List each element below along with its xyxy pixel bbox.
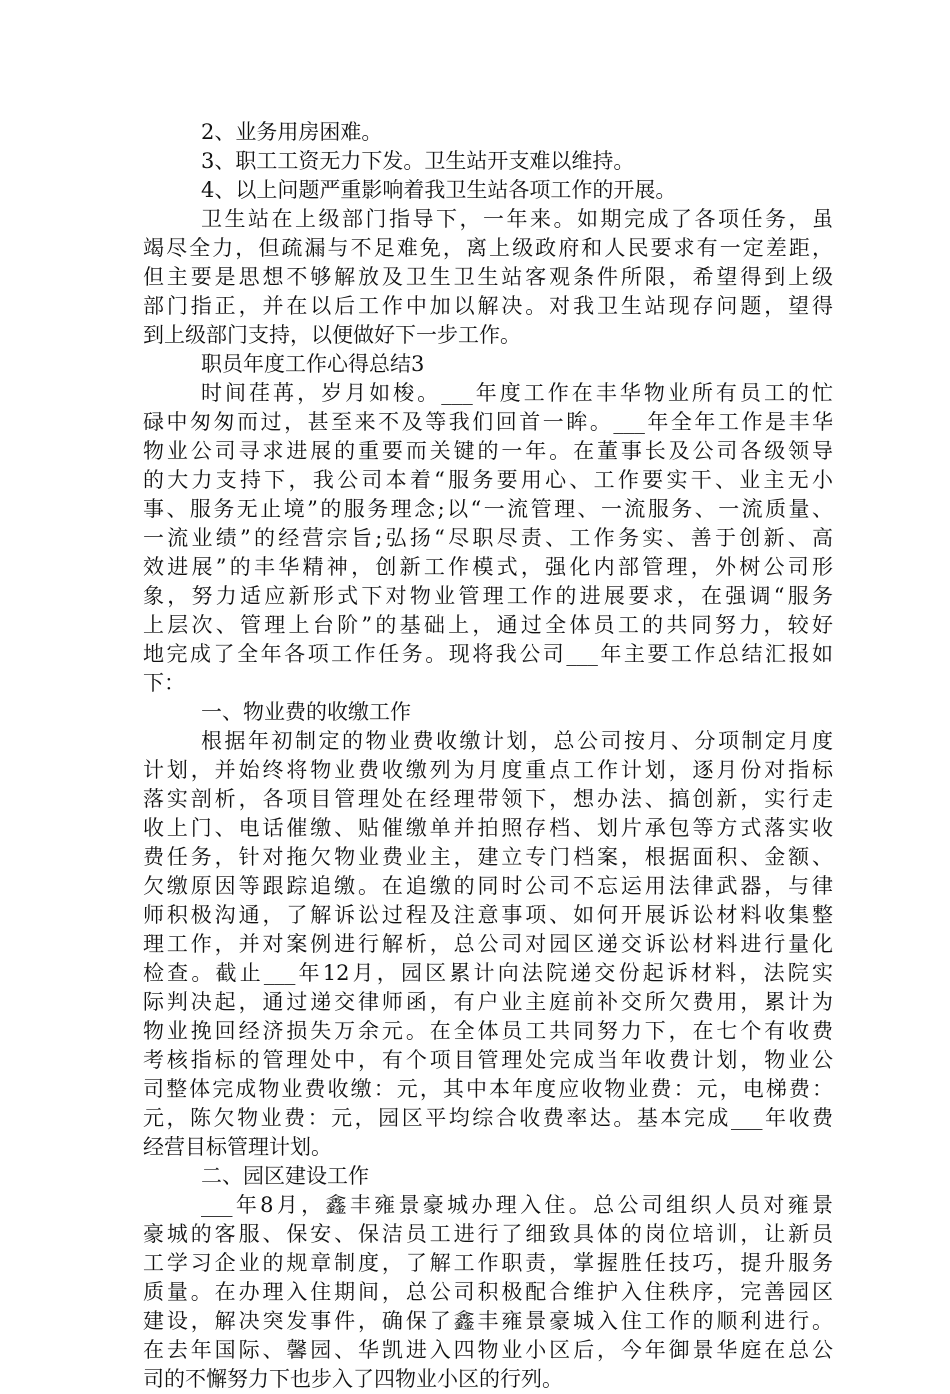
text-line: 工学习企业的规章制度，了解工作职责，掌握胜任技巧，提升服务: [143, 1251, 833, 1275]
text-line: 效进展”的丰华精神，创新工作模式，强化内部管理，外树公司形: [143, 555, 833, 579]
text-line: 根据年初制定的物业费收缴计划，总公司按月、分项制定月度: [201, 729, 833, 753]
text-line: 4、以上问题严重影响着我卫生站各项工作的开展。: [201, 178, 677, 202]
text-line: 收上门、电话催缴、贴催缴单并拍照存档、划片承包等方式落实收: [143, 816, 833, 840]
text-line: 碌中匆匆而过，甚至来不及等我们回首一眸。___年全年工作是丰华: [143, 410, 833, 434]
text-line: 际判决起，通过递交律师函，有户业主庭前补交所欠费用，累计为: [143, 990, 833, 1014]
text-line: 地完成了全年各项工作任务。现将我公司___年主要工作总结汇报如: [143, 642, 833, 666]
text-line: 事、服务无止境”的服务理念;以“一流管理、一流服务、一流质量、: [143, 497, 833, 521]
text-line: 司整体完成物业费收缴：元，其中本年度应收物业费：元，电梯费：: [143, 1077, 833, 1101]
text-line: 理工作，并对案例进行解析，总公司对园区递交诉讼材料进行量化: [143, 932, 833, 956]
text-line: 欠缴原因等跟踪追缴。在追缴的同时公司不忘运用法律武器，与律: [143, 874, 833, 898]
text-line: 下：: [143, 671, 185, 695]
text-line: 但主要是思想不够解放及卫生卫生站客观条件所限，希望得到上级: [143, 265, 833, 289]
text-line: 竭尽全力，但疏漏与不足难免，离上级政府和人民要求有一定差距，: [143, 236, 833, 260]
text-line: 上层次、管理上台阶”的基础上，通过全体员工的共同努力，较好: [143, 613, 833, 637]
text-line: 二、园区建设工作: [201, 1164, 369, 1188]
text-line: ___年8月，鑫丰雍景豪城办理入住。总公司组织人员对雍景: [201, 1193, 833, 1217]
text-line: 物业挽回经济损失万余元。在全体员工共同努力下，在七个有收费: [143, 1019, 833, 1043]
text-line: 落实剖析，各项目管理处在经理带领下，想办法、搞创新，实行走: [143, 787, 833, 811]
text-line: 象，努力适应新形式下对物业管理工作的进展要求，在强调“服务: [143, 584, 833, 608]
text-line: 师积极沟通，了解诉讼过程及注意事项、如何开展诉讼材料收集整: [143, 903, 833, 927]
text-line: 职员年度工作心得总结3: [201, 352, 425, 376]
text-line: 经营目标管理计划。: [143, 1135, 332, 1159]
text-line: 一、物业费的收缴工作: [201, 700, 411, 724]
document-page: [143, 118, 833, 1394]
text-line: 考核指标的管理处中，有个项目管理处完成当年收费计划，物业公: [143, 1048, 833, 1072]
text-line: 检查。截止___年12月，园区累计向法院递交份起诉材料，法院实: [143, 961, 833, 985]
text-line: 质量。在办理入住期间，总公司积极配合维护入住秩序，完善园区: [143, 1280, 833, 1304]
text-line: 时间荏苒，岁月如梭。___年度工作在丰华物业所有员工的忙: [201, 381, 833, 405]
text-line: 费任务，针对拖欠物业费业主，建立专门档案，根据面积、金额、: [143, 845, 833, 869]
text-line: 的大力支持下，我公司本着“服务要用心、工作要实干、业主无小: [143, 468, 833, 492]
text-line: 3、职工工资无力下发。卫生站开支难以维持。: [201, 149, 635, 173]
text-line: 一流业绩”的经营宗旨;弘扬“尽职尽责、工作务实、善于创新、高: [143, 526, 833, 550]
text-line: 在去年国际、馨园、华凯进入四物业小区后，今年御景华庭在总公: [143, 1338, 833, 1362]
text-line: 物业公司寻求进展的重要而关键的一年。在董事长及公司各级领导: [143, 439, 833, 463]
text-line: 豪城的客服、保安、保洁员工进行了细致具体的岗位培训，让新员: [143, 1222, 833, 1246]
text-line: 计划，并始终将物业费收缴列为月度重点工作计划，逐月份对指标: [143, 758, 833, 782]
text-line: 司的不懈努力下也步入了四物业小区的行列。: [143, 1367, 563, 1391]
text-line: 部门指正，并在以后工作中加以解决。对我卫生站现存问题，望得: [143, 294, 833, 318]
text-line: 到上级部门支持，以便做好下一步工作。: [143, 323, 521, 347]
text-line: 卫生站在上级部门指导下，一年来。如期完成了各项任务，虽: [201, 207, 833, 231]
text-line: 建设，解决突发事件，确保了鑫丰雍景豪城入住工作的顺利进行。: [143, 1309, 833, 1333]
text-line: 元，陈欠物业费：元，园区平均综合收费率达。基本完成___年收费: [143, 1106, 833, 1130]
text-line: 2、业务用房困难。: [201, 120, 383, 144]
